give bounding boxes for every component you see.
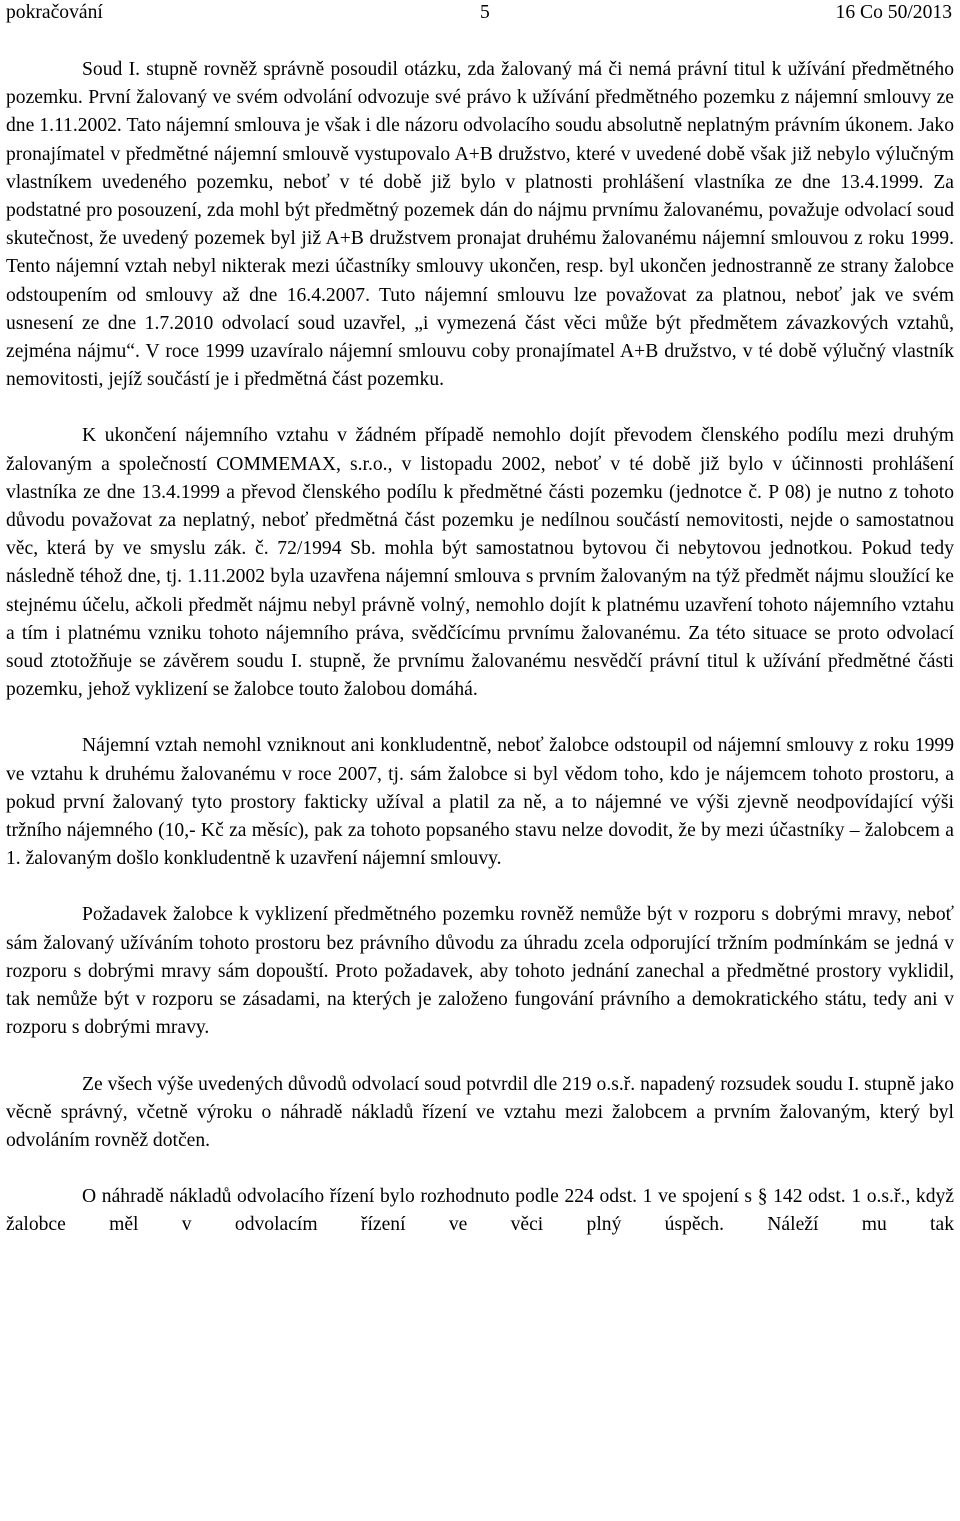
paragraph-lease-termination: K ukončení nájemního vztahu v žádném případě nemohlo dojít převodem členského podílu mezi druhým žalovaným a společností COMMEMAX, s.r.o., v listopadu 2002, neboť v té době již bylo v účinnosti prohlášení vlastníka ze dne 13.4.1999 a převod členského podílu k předmětné části pozemku (jednotce č. P 08) je nutno z tohoto důvodu považovat za neplatný, neboť předmětná část pozemku je nedílnou součástí nemovitosti, nejde o samostatnou věc, která by ve smyslu zák. č. 72/1994 Sb. mohla být samostatnou bytovou či nebytovou jednotkou. Pokud tedy následně téhož dne, tj. 1.11.2002 byla uzavřena nájemní smlouva s prvním žalovaným na týž předmět nájmu sloužící ke stejnému účelu, ačkoli předmět nájmu nebyl právně volný, nemohlo dojít k platnému uzavření tohoto nájemního vztahu a tím i platnému vzniku tohoto nájemního práva, svědčícímu prvnímu žalovanému. Za této situace se proto odvolací soud ztotožňuje se závěrem soudu I. stupně, že prvnímu žalovanému nesvědčí právní titul k užívání předmětné části pozemku, jehož vyklizení se žalobce touto žalobou domáhá.	[6, 425, 954, 701]
paragraph-costs: O náhradě nákladů odvolacího řízení bylo rozhodnuto podle 224 odst. 1 ve spojení s § 142 odst. 1 o.s.ř., když žalobce měl v odvolacím řízení ve věci plný úspěch. Náleží mu tak	[6, 1186, 954, 1236]
paragraph-implied-lease: Nájemní vztah nemohl vzniknout ani konkludentně, neboť žalobce odstoupil od nájemní smlouvy z roku 1999 ve vztahu k druhému žalovanému v roce 2007, tj. sám žalobce si byl vědom toho, kdo je nájemcem tohoto prostoru, a pokud první žalovaný tyto prostory fakticky užíval a platil za ně, a to nájemné ve výši zjevně neodpovídající výši tržního nájemného (10,- Kč za měsíc), pak za tohoto popsaného stavu nelze dovodit, že by mezi účastníky – žalobcem a 1. žalovaným došlo konkludentně k uzavření nájemní smlouvy.	[6, 735, 954, 870]
paragraph-title-validity: Soud I. stupně rovněž správně posoudil otázku, zda žalovaný má či nemá právní titul k užívání předmětného pozemku. První žalovaný ve svém odvolání odvozuje své právo k užívání předmětného pozemku z nájemní smlouvy ze dne 1.11.2002. Tato nájemní smlouva je však i dle názoru odvolacího soudu absolutně neplatným právním úkonem. Jako pronajímatel v předmětné nájemní smlouvě vystupovalo A+B družstvo, které v uvedené době však již nebylo výlučným vlastníkem uvedeného pozemku, neboť v té době již bylo v platnosti prohlášení vlastníka ze dne 13.4.1999. Za podstatné pro posouzení, zda mohl být předmětný pozemek dán do nájmu prvnímu žalovanému, považuje odvolací soud skutečnost, že uvedený pozemek byl již A+B družstvem pronajat druhému žalovanému nájemní smlouvou z roku 1999. Tento nájemní vztah nebyl nikterak mezi účastníky smlouvy ukončen, resp. byl ukončen jednostranně ze strany žalobce odstoupením od smlouvy až dne 16.4.2007. Tuto nájemní smlouvu lze považovat za platnou, neboť jak ve svém usnesení ze dne 1.7.2010 odvolací soud uzavřel, „i vymezená část věci může být předmětem závazkových vztahů, zejména nájmu“. V roce 1999 uzavíralo nájemní smlouvu coby pronajímatel A+B družstvo, v té době výlučný vlastník nemovitosti, jejíž součástí je i předmětná část pozemku.	[6, 59, 954, 391]
header-continuation-label: pokračování	[6, 2, 103, 23]
paragraph-good-morals: Požadavek žalobce k vyklizení předmětného pozemku rovněž nemůže být v rozporu s dobrými mravy, neboť sám žalovaný užíváním tohoto prostoru bez právního důvodu za úhradu zcela odporující tržním podmínkám se jedná v rozporu s dobrými mravy sám dopouští. Proto požadavek, aby tohoto jednání zanechal a předmětné prostory vyklidil, tak nemůže být v rozporu se zásadami, na kterých je založeno fungování právního a demokratického státu, tedy ani v rozporu s dobrými mravy.	[6, 904, 954, 1039]
page-header	[6, 0, 954, 26]
header-case-number: 16 Co 50/2013	[835, 2, 952, 23]
header-page-number: 5	[480, 2, 490, 23]
paragraph-judgment-upheld: Ze všech výše uvedených důvodů odvolací soud potvrdil dle 219 o.s.ř. napadený rozsudek soudu I. stupně jako věcně správný, včetně výroku o náhradě nákladů řízení ve vztahu mezi žalobcem a prvním žalovaným, který byl odvoláním rovněž dotčen.	[6, 1073, 954, 1151]
document-body	[6, 56, 954, 1240]
